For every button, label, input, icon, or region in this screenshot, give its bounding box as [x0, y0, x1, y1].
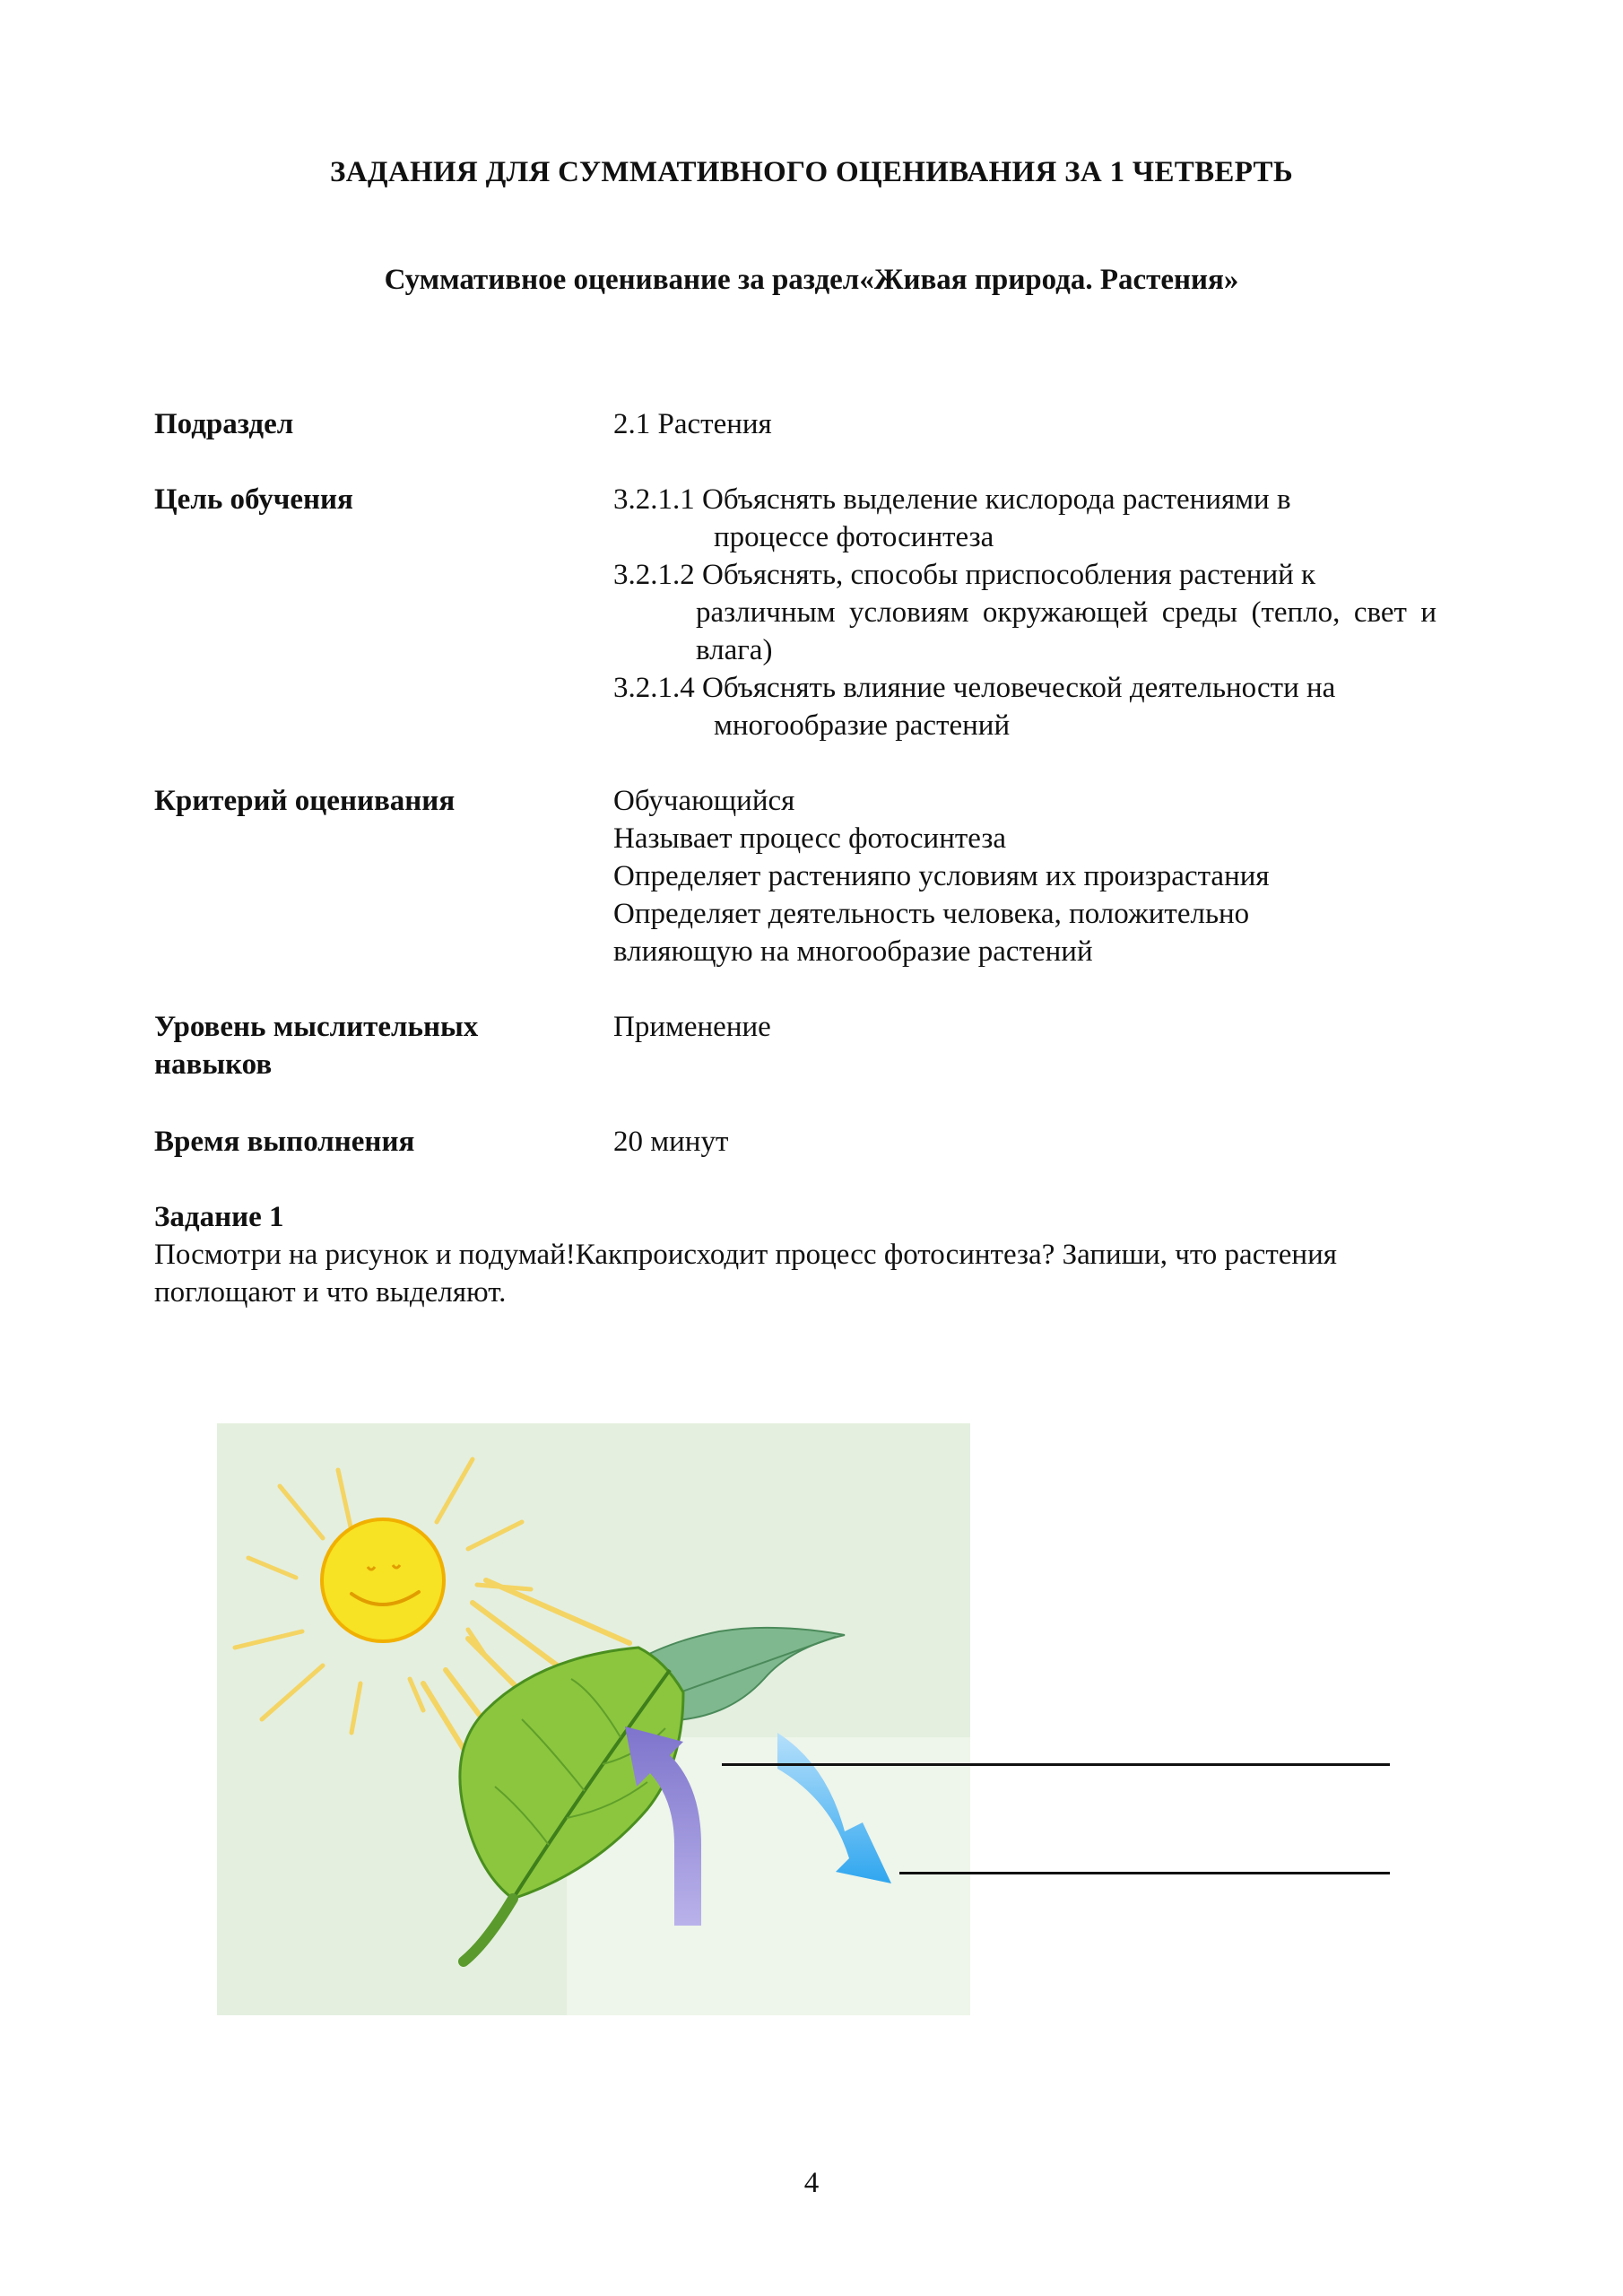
task-text: Посмотри на рисунок и подумай!Какпроисходит процесс фотосинтеза? Запиши, что растения поглощают и что выделяют. — [154, 1239, 1337, 1309]
criteria-label: Критерий оценивания — [154, 785, 456, 817]
goal-item: 3.2.1.1 Объяснять выделение кислорода растениями в процессе фотосинтеза — [613, 483, 1291, 553]
criteria-item: Называет процесс фотосинтеза — [613, 822, 1007, 855]
goal-label: Цель обучения — [154, 483, 353, 516]
answer-line-absorbs[interactable] — [722, 1763, 1390, 1766]
criteria-item: Определяет растенияпо условиям их произрастания — [613, 860, 1270, 892]
goal-item: 3.2.1.2 Объяснять, способы приспособления растений к различным условиям окружающей среды (тепло, свет и влага) — [613, 559, 1436, 666]
photosynthesis-figure — [217, 1423, 970, 2015]
criteria-item: Определяет деятельность человека, положительно — [613, 898, 1250, 930]
task-title: Задание 1 — [154, 1201, 284, 1233]
sun-icon — [322, 1519, 444, 1641]
level-value: Применение — [613, 1011, 771, 1043]
section-subtitle: Суммативное оценивание за раздел«Живая природа. Растения» — [384, 264, 1239, 296]
criteria-list — [613, 782, 1436, 970]
time-value: 20 минут — [613, 1126, 729, 1158]
answer-line-releases[interactable] — [899, 1872, 1390, 1874]
goal-item: 3.2.1.4 Объяснять влияние человеческой деятельности на многообразие растений — [613, 672, 1336, 742]
goal-list — [613, 481, 1436, 744]
subsection-label: Подраздел — [154, 408, 294, 440]
time-label: Время выполнения — [154, 1126, 415, 1158]
level-label: Уровень мыслительных навыков — [154, 1011, 479, 1081]
page-title: ЗАДАНИЯ ДЛЯ СУММАТИВНОГО ОЦЕНИВАНИЯ ЗА 1 ЧЕТВЕРТЬ — [329, 156, 1293, 188]
subsection-value: 2.1 Растения — [613, 408, 772, 440]
criteria-item: Обучающийся — [613, 785, 795, 817]
page-number: 4 — [803, 2167, 820, 2199]
criteria-item: влияющую на многообразие растений — [613, 935, 1093, 968]
